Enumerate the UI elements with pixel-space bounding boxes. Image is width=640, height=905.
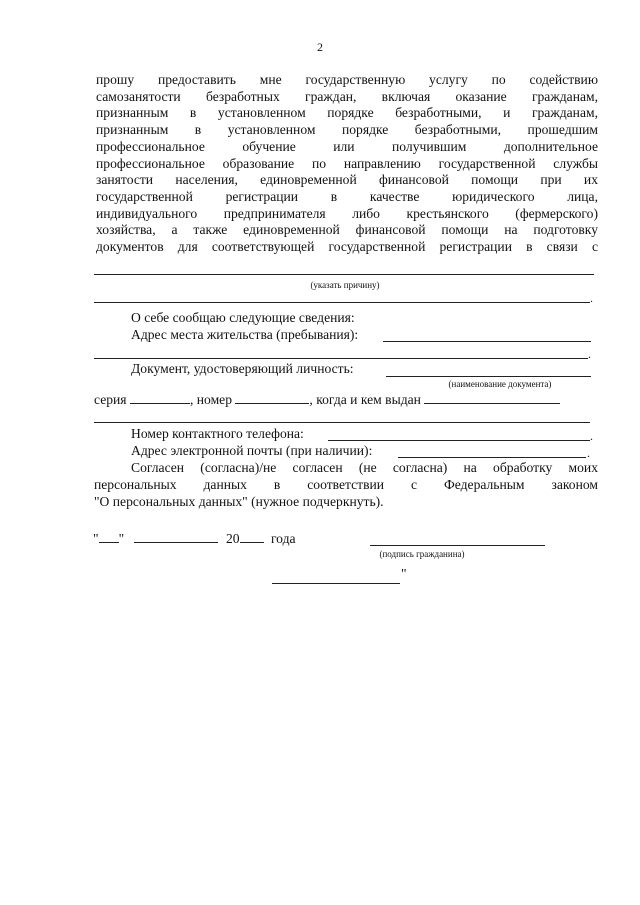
paragraph-line: признанным в установленном порядке безработными, прошедшим — [96, 122, 598, 138]
paragraph-line: самозанятости безработных граждан, включая оказание гражданам, — [96, 88, 598, 104]
email-field[interactable] — [398, 457, 586, 458]
paragraph-line: индивидуального предпринимателя либо крестьянского (фермерского) — [96, 205, 598, 221]
year-prefix: 20 — [225, 531, 240, 546]
document-field[interactable] — [386, 376, 591, 377]
day-field[interactable] — [99, 531, 119, 543]
phone-label: Номер контактного телефона: — [131, 426, 304, 441]
request-paragraph — [96, 72, 598, 256]
paragraph-line: документов для соответствующей государственной регистрации в связи с — [96, 239, 598, 255]
end-mark: " — [401, 566, 407, 581]
end-line — [272, 583, 400, 584]
consent-line-2: персональных данных в соответствии с Федеральным законом — [94, 477, 598, 492]
document-hint: (наименование документа) — [448, 379, 552, 389]
date-close-quote: " — [118, 531, 125, 546]
paragraph-line: занятости населения, единовременной финансовой помощи при их — [96, 172, 598, 188]
email-label: Адрес электронной почты (при наличии): — [131, 443, 373, 458]
reason-field-2[interactable] — [94, 302, 590, 303]
address-field[interactable] — [383, 341, 591, 342]
consent-line-1: Согласен (согласна)/не согласен (не согласна) на обработку моих — [131, 460, 598, 475]
document-label: Документ, удостоверяющий личность: — [131, 361, 354, 376]
issued-label: , когда и кем выдан — [309, 392, 421, 407]
period: . — [590, 291, 593, 305]
signature-hint: (подпись гражданина) — [379, 549, 465, 559]
paragraph-line: профессиональное обучение или получившим дополнительное — [96, 138, 598, 154]
reason-hint: (указать причину) — [310, 280, 380, 290]
issued-field[interactable] — [424, 392, 560, 404]
paragraph-line: государственной регистрации в качестве юридического лица, — [96, 188, 598, 204]
date-open-quote: " — [93, 531, 99, 546]
paragraph-line: хозяйства, а также единовременной финансовой помощи на подготовку — [96, 222, 598, 238]
address-label: Адрес места жительства (пребывания): — [131, 327, 359, 342]
issued-field-2[interactable] — [94, 422, 590, 423]
paragraph-line: профессиональное образование по направлению государственной службы — [96, 155, 598, 171]
number-label: , номер — [189, 392, 233, 407]
paragraph-line: прошу предоставить мне государственную услугу по содействию — [96, 72, 598, 87]
series-field[interactable] — [130, 392, 190, 404]
year-suffix: года — [270, 531, 296, 546]
page-number: 2 — [317, 40, 323, 54]
series-row — [94, 392, 560, 408]
address-field-2[interactable] — [94, 358, 588, 359]
signature-field[interactable] — [370, 545, 545, 546]
period: . — [587, 446, 590, 460]
about-intro: О себе сообщаю следующие сведения: — [131, 310, 355, 325]
series-label: серия — [94, 392, 127, 407]
year-field[interactable] — [240, 531, 264, 543]
period: . — [590, 429, 593, 443]
reason-field[interactable] — [94, 274, 594, 275]
month-field[interactable] — [134, 531, 218, 543]
number-field[interactable] — [235, 392, 309, 404]
consent-line-3: "О персональных данных" (нужное подчеркнуть). — [94, 494, 384, 509]
date-row — [93, 531, 296, 547]
period: . — [588, 347, 591, 361]
paragraph-line: признанным в установленном порядке безработными, и гражданам, — [96, 105, 598, 121]
phone-field[interactable] — [328, 440, 590, 441]
